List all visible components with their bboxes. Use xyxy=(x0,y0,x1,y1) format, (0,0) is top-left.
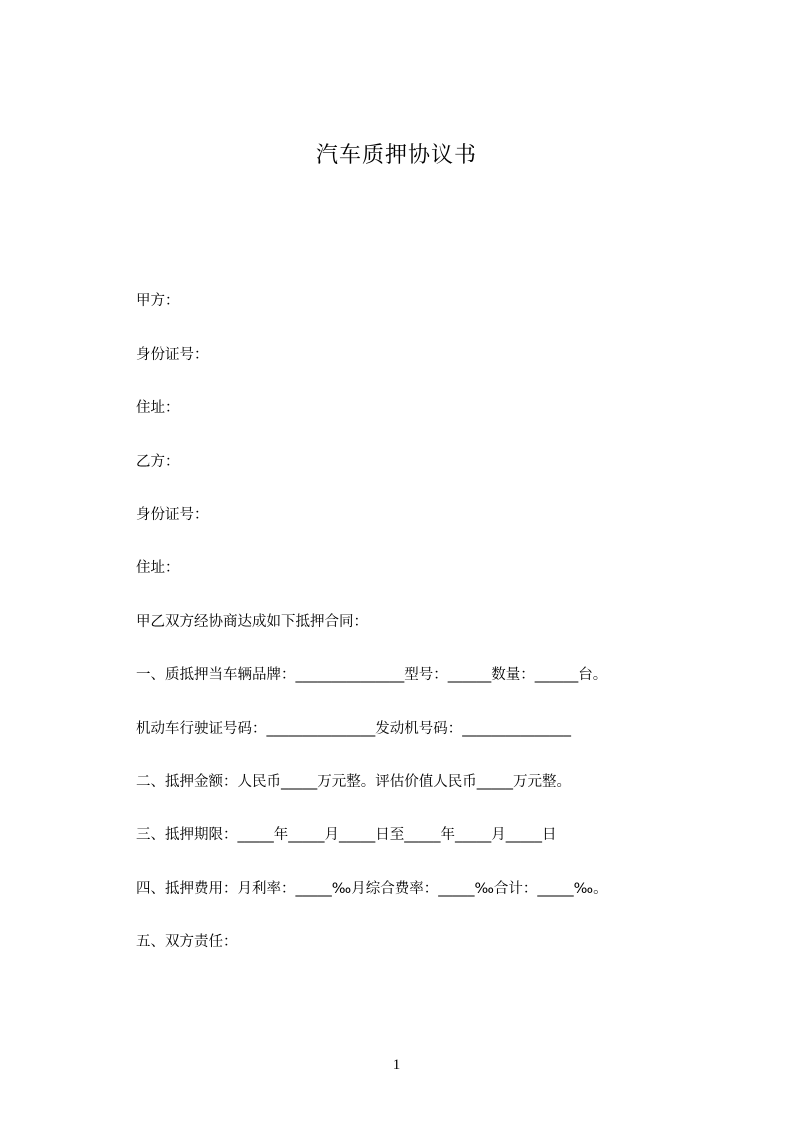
clause-responsibility-line: 五、双方责任： xyxy=(136,934,238,950)
party-a-address-line: 住址： xyxy=(136,400,180,416)
clause-term-line: 三、抵押期限：_____年_____月_____日至_____年_____月_____日 xyxy=(136,827,557,843)
clause-fee-line: 四、抵押费用：月利率：_____‰月综合费率：_____‰合计：_____‰。 xyxy=(136,881,608,897)
page-number: 1 xyxy=(392,1057,401,1073)
party-a-name-line: 甲方： xyxy=(136,293,180,309)
clause-license-line: 机动车行驶证号码：_______________发动机号码：_______________ xyxy=(136,721,571,737)
clause-vehicle-line: 一、质抵押当车辆品牌：_______________型号：______数量：______台。 xyxy=(136,667,608,683)
party-b-address-line: 住址： xyxy=(136,560,180,576)
clause-amount-line: 二、抵押金额：人民币_____万元整。评估价值人民币_____万元整。 xyxy=(136,774,571,790)
party-b-name-line: 乙方： xyxy=(136,454,180,470)
party-b-id-line: 身份证号： xyxy=(136,507,209,523)
agreement-intro-line: 甲乙双方经协商达成如下抵押合同： xyxy=(136,614,368,630)
party-a-id-line: 身份证号： xyxy=(136,347,209,363)
document-title: 汽车质押协议书 xyxy=(315,143,477,168)
